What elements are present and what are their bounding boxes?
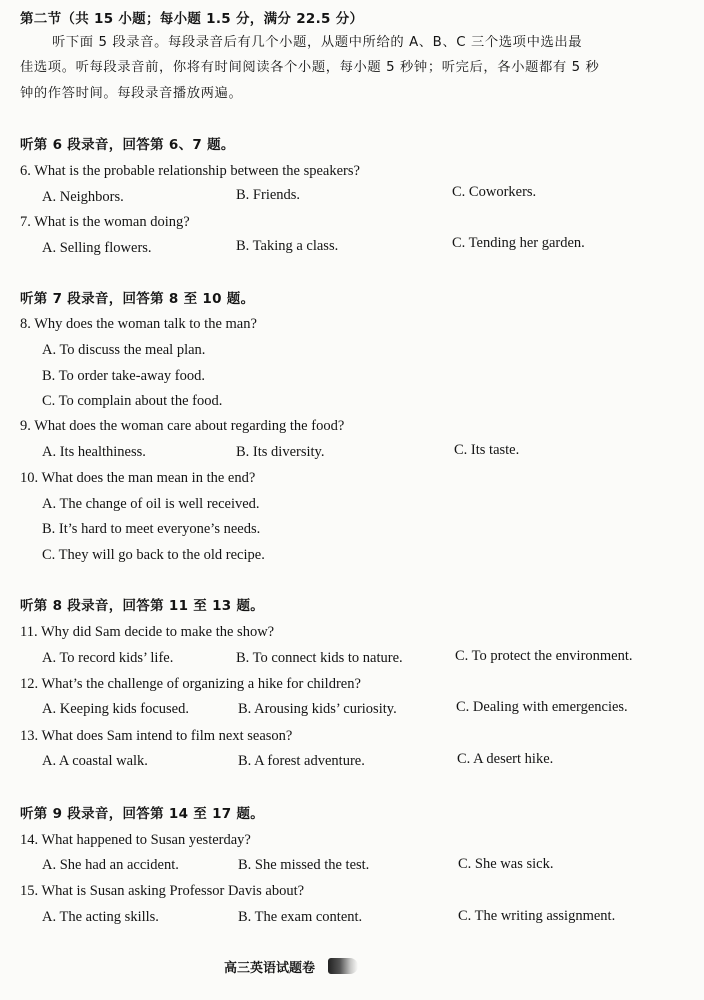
option-a: A. Selling flowers. (42, 240, 152, 256)
question-stem: 11. Why did Sam decide to make the show? (20, 624, 275, 640)
instruction-line: 听下面 5 段录音。每段录音后有几个小题，从题中所给的 A、B、C 三个选项中选出最 (52, 35, 583, 50)
option-b: B. She missed the test. (238, 857, 370, 873)
option-c: C. A desert hike. (457, 751, 554, 767)
option-b: B. To order take-away food. (42, 368, 205, 384)
option-c: C. Dealing with emergencies. (456, 699, 628, 715)
group-heading: 听第 7 段录音，回答第 8 至 10 题。 (20, 291, 255, 307)
question-stem: 14. What happened to Susan yesterday? (20, 832, 251, 848)
option-c: C. Tending her garden. (452, 235, 585, 251)
option-c: C. To protect the environment. (455, 648, 633, 664)
option-a: A. A coastal walk. (42, 753, 148, 769)
question-stem: 9. What does the woman care about regarding the food? (20, 418, 345, 434)
question-stem: 10. What does the man mean in the end? (20, 470, 256, 486)
option-a: A. She had an accident. (42, 857, 179, 873)
option-c: C. They will go back to the old recipe. (42, 547, 265, 563)
question-stem: 8. Why does the woman talk to the man? (20, 316, 257, 332)
option-c: C. To complain about the food. (42, 393, 223, 409)
group-heading: 听第 8 段录音，回答第 11 至 13 题。 (20, 598, 265, 614)
option-b: B. Taking a class. (236, 238, 339, 254)
option-b: B. Its diversity. (236, 444, 325, 460)
option-b: B. Friends. (236, 187, 301, 203)
question-stem: 6. What is the probable relationship between the speakers? (20, 163, 360, 179)
option-b: B. A forest adventure. (238, 753, 365, 769)
option-a: A. To discuss the meal plan. (42, 342, 206, 358)
option-a: A. Its healthiness. (42, 444, 146, 460)
group-heading: 听第 9 段录音，回答第 14 至 17 题。 (20, 806, 265, 822)
option-a: A. The acting skills. (42, 909, 159, 925)
question-stem: 7. What is the woman doing? (20, 214, 190, 230)
option-b: B. To connect kids to nature. (236, 650, 403, 666)
option-c: C. She was sick. (458, 856, 554, 872)
instruction-line: 钟的作答时间。每段录音播放两遍。 (20, 86, 243, 101)
option-b: B. It’s hard to meet everyone’s needs. (42, 521, 261, 537)
option-b: B. The exam content. (238, 909, 363, 925)
question-stem: 13. What does Sam intend to film next season? (20, 728, 293, 744)
instruction-line: 佳选项。听每段录音前，你将有时间阅读各个小题，每小题 5 秒钟；听完后，各小题都有 5 秒 (20, 60, 600, 75)
option-c: C. The writing assignment. (458, 908, 616, 924)
scan-smudge (328, 958, 358, 974)
question-stem: 15. What is Susan asking Professor Davis about? (20, 883, 305, 899)
group-heading: 听第 6 段录音，回答第 6、7 题。 (20, 137, 235, 153)
section-title: 第二节（共 15 小题；每小题 1.5 分，满分 22.5 分） (20, 11, 364, 27)
page-footer-label: 高三英语试题卷 (224, 961, 316, 976)
option-c: C. Coworkers. (452, 184, 537, 200)
option-a: A. To record kids’ life. (42, 650, 174, 666)
question-stem: 12. What’s the challenge of organizing a hike for children? (20, 676, 361, 692)
option-a: A. Neighbors. (42, 189, 124, 205)
option-a: A. The change of oil is well received. (42, 496, 260, 512)
option-c: C. Its taste. (454, 442, 520, 458)
option-a: A. Keeping kids focused. (42, 701, 189, 717)
option-b: B. Arousing kids’ curiosity. (238, 701, 397, 717)
